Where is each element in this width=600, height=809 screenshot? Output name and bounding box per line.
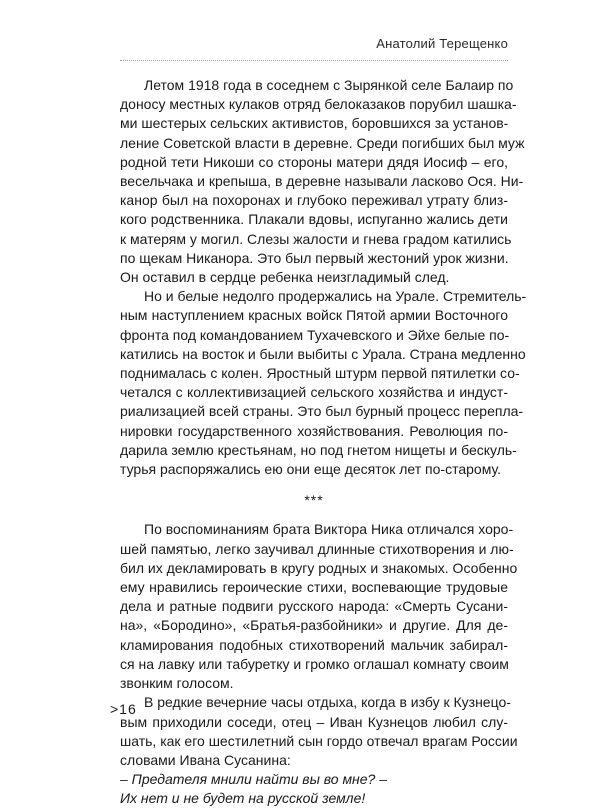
paragraph [120, 287, 527, 479]
text-line: дарила землю крестьянам, но под гнетом нищеты и бескуль- [120, 441, 517, 458]
text-line: шей памятью, легко заучивал длинные стихотворения и лю- [120, 540, 514, 557]
text-line: родной тети Никоши со стороны матери дядя Иосиф – его, [120, 153, 508, 170]
text-line: Летом 1918 года в соседнем с Зырянкой селе Балаир по [144, 77, 514, 93]
text-line: поднималась с колен. Яростный штурм первой пятилетки со- [120, 365, 520, 382]
text-line: кого родственника. Плакали вдовы, испуганно жались дети [120, 211, 508, 228]
paragraph [120, 693, 518, 770]
text-line: Он оставил в сердце ребенка неизгладимый след. [120, 269, 450, 286]
text-line: фронта под командованием Тухачевского и Эйхе белые по- [120, 326, 510, 343]
body-text [120, 76, 527, 809]
text-line: ление Советской власти в деревне. Среди погибших был муж [120, 134, 525, 151]
text-line: доносу местных кулаков отряд белоказаков порубил шашка- [120, 96, 517, 113]
text-line: ему нравились героические стихи, воспевающие трудовые [120, 579, 508, 596]
text-line: катились на восток и были выбиты с Урала. Страна медленно [120, 345, 526, 362]
text-line: по щекам Никанора. Это был первый жестоний урок жизни. [120, 249, 509, 266]
poem-line: Их нет и не будет на русской земле! [120, 790, 366, 807]
text-line: шать, как его шестилетний сын гордо отвечал врагам России [120, 732, 518, 749]
poem-line: – Предателя мнили найти вы во мне? – [120, 771, 388, 788]
poem-quote [120, 770, 508, 808]
section-separator: *** [304, 492, 324, 509]
text-line: Но и белые недолго продержались на Урале. Стремитель- [144, 288, 527, 305]
header-rule [120, 60, 508, 61]
paragraph [120, 520, 518, 693]
text-line: По воспоминаниям брата Виктора Ника отличался хоро- [144, 521, 514, 538]
text-line: канор был на похоронах и глубоко переживал утрату близ- [120, 192, 508, 209]
text-line: вым приходили соседи, отец – Иван Кузнецов любил слу- [120, 713, 508, 730]
text-line: кламирования подобных стихотворений мальчик забирал- [120, 636, 508, 653]
text-line: четался с коллективизацией сельского хозяйства и индуст- [120, 384, 508, 401]
text-line: дела и ратные подвиги русского народа: «Смерть Сусани- [120, 598, 508, 615]
paragraph [120, 76, 525, 287]
text-line: нировки государственного хозяйствования. Революция по- [120, 422, 508, 439]
text-line: бил их декламировать в кругу родных и знакомых. Особенно [120, 559, 518, 576]
text-line: В редкие вечерние часы отдыха, когда в избу к Кузнецо- [144, 694, 511, 711]
text-line: ми шестерых сельских активистов, боровшихся за установ- [120, 115, 509, 132]
text-line: на», «Бородино», «Братья-разбойники» и другие. Для де- [120, 617, 508, 634]
page-number: >16 [110, 701, 137, 717]
text-line: звонким голосом. [120, 675, 234, 692]
text-line: ным наступлением красных войск Пятой армии Восточного [120, 307, 508, 324]
text-line: весельчака и крепыша, в деревне называли ласково Ося. Ни- [120, 173, 524, 190]
text-line: ся на лавку или табуретку и громко оглашал комнату своим [120, 655, 509, 672]
running-head: Анатолий Терещенко [376, 36, 508, 51]
text-line: словами Ивана Сусанина: [120, 751, 291, 768]
text-line: к матерям у могил. Слезы жалости и гнева градом катились [120, 230, 512, 247]
text-line: риализацией всей страны. Это был бурный процесс перепла- [120, 403, 524, 420]
text-line: турья распоряжались ею они еще десяток лет по-старому. [120, 461, 501, 478]
